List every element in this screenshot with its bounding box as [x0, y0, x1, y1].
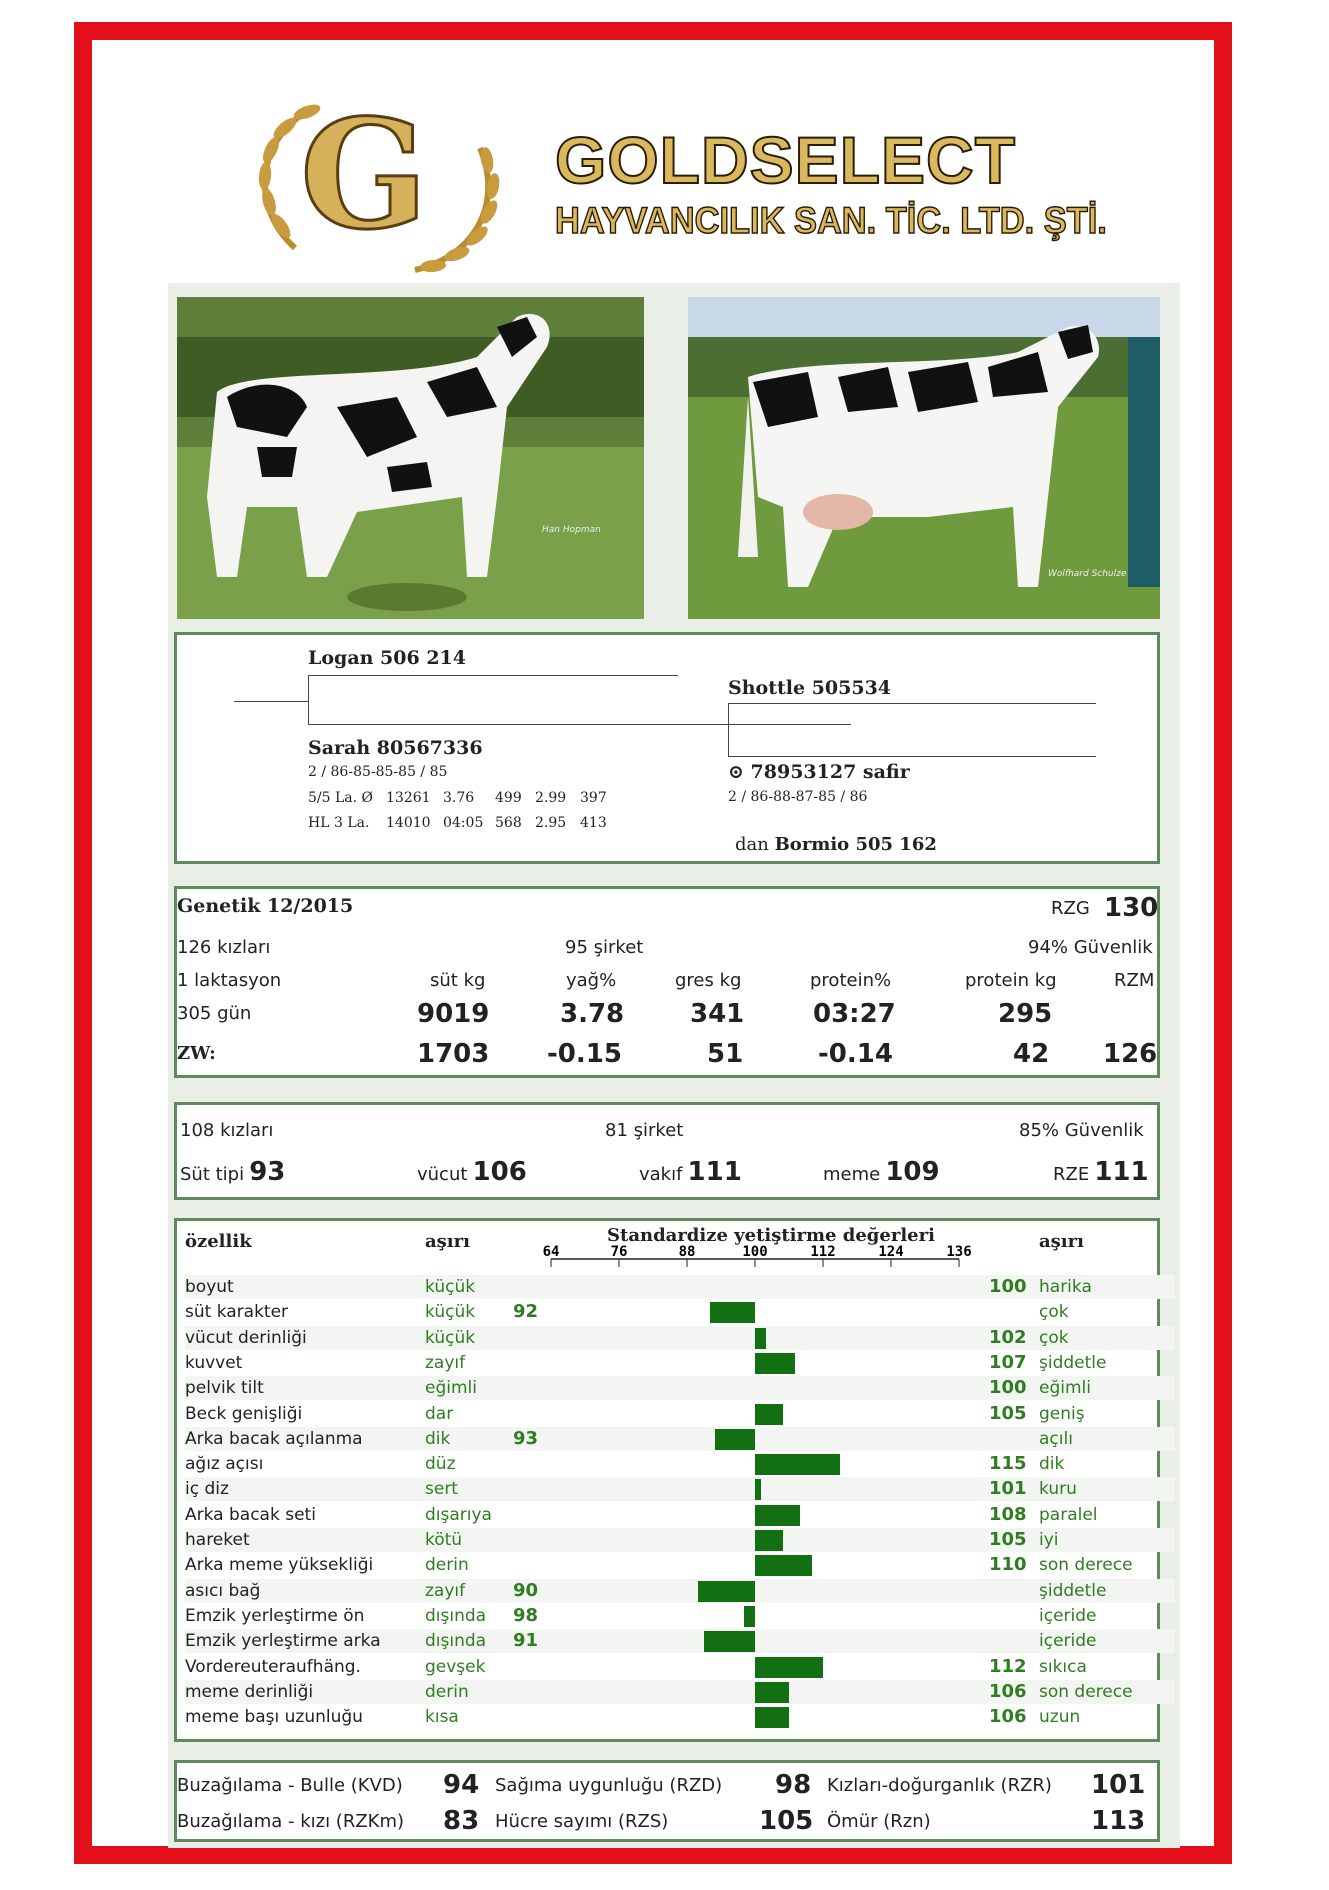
genetics-lactation: 1 laktasyon — [177, 970, 282, 991]
type-daughters: 108 kızları — [180, 1120, 274, 1141]
functional-rzn-label: Ömür (Rzn) — [827, 1811, 931, 1832]
axis-tick-label: 124 — [878, 1244, 904, 1260]
trait-name: ağız açısı — [185, 1454, 264, 1475]
trait-high-label: çok — [1039, 1302, 1069, 1323]
trait-bar — [755, 1353, 795, 1374]
trait-high-label: çok — [1039, 1327, 1069, 1348]
trait-name: kuvvet — [185, 1352, 243, 1373]
value-milk-kg: 9019 — [417, 999, 490, 1029]
trait-value: 102 — [989, 1326, 1027, 1348]
trait-name: Beck genişliği — [185, 1403, 303, 1424]
zw-fat-kg: 51 — [707, 1039, 744, 1069]
axis-tick-label: 100 — [742, 1244, 768, 1260]
linear-col-low: aşırı — [425, 1231, 470, 1252]
genetics-reliability: 94% Güvenlik — [1028, 937, 1153, 958]
trait-value: 91 — [513, 1630, 539, 1652]
trait-value: 105 — [989, 1529, 1027, 1550]
linear-box — [174, 1218, 1160, 1742]
trait-low-label: zayıf — [425, 1352, 466, 1373]
photo-credit-right: Wolfhard Schulze — [1048, 569, 1127, 579]
row-305-label: 305 gün — [177, 1003, 252, 1024]
trait-name: Emzik yerleştirme arka — [185, 1631, 381, 1652]
trait-low-label: derin — [425, 1555, 469, 1576]
header-protein-pct: protein% — [810, 970, 892, 991]
trait-low-label: dar — [425, 1403, 454, 1424]
linear-row — [185, 1528, 1175, 1552]
dam-score: 2 / 86-85-85-85 / 85 — [308, 764, 448, 780]
linear-row — [185, 1680, 1175, 1704]
trait-value: 92 — [513, 1301, 539, 1323]
trait-value: 112 — [989, 1655, 1027, 1677]
functional-rzkm-value: 83 — [443, 1806, 480, 1836]
trait-name: süt karakter — [185, 1302, 289, 1323]
trait-bar — [755, 1657, 823, 1678]
linear-row — [185, 1477, 1175, 1501]
pedigree-line — [308, 675, 309, 725]
trait-high-label: iyi — [1039, 1530, 1059, 1550]
trait-value: 90 — [513, 1579, 539, 1601]
header-rzm: RZM — [1114, 970, 1155, 991]
trait-bar — [755, 1707, 789, 1728]
trait-value: 105 — [989, 1402, 1027, 1424]
trait-name: Arka bacak seti — [185, 1504, 316, 1525]
granddam-name: ⊙ 78953127 safir — [728, 761, 910, 783]
axis-tick-label: 136 — [946, 1244, 972, 1260]
trait-bar — [715, 1429, 755, 1450]
functional-rzn-value: 113 — [1091, 1806, 1146, 1836]
trait-low-label: sert — [425, 1479, 458, 1500]
granddam-score: 2 / 86-88-87-85 / 86 — [728, 789, 868, 805]
rzg-label: RZG — [1051, 898, 1090, 919]
photo-credit-left: Han Hopman — [542, 525, 601, 535]
genetics-herds: 95 şirket — [565, 937, 644, 958]
trait-low-label: dışında — [425, 1605, 487, 1626]
trait-value: 93 — [513, 1427, 539, 1449]
trait-name: meme derinliği — [185, 1681, 314, 1702]
logo-brand-name: GOLDSELECT — [555, 123, 1017, 197]
pedigree-line — [234, 701, 309, 702]
trait-high-label: paralel — [1039, 1504, 1098, 1525]
functional-rzd-label: Sağıma uygunluğu (RZD) — [495, 1775, 723, 1796]
cow-photo-left — [177, 297, 644, 619]
trait-low-label: dik — [425, 1428, 451, 1449]
linear-row — [185, 1553, 1175, 1577]
trait-low-label: küçük — [425, 1327, 476, 1348]
type-reliability: 85% Güvenlik — [1019, 1120, 1144, 1141]
trait-value: 110 — [989, 1554, 1027, 1576]
trait-name: boyut — [185, 1277, 234, 1297]
pedigree-line — [728, 756, 1096, 757]
trait-name: asıcı bağ — [185, 1580, 261, 1601]
trait-name: iç diz — [185, 1479, 229, 1500]
linear-row — [185, 1503, 1175, 1527]
trait-low-label: kısa — [425, 1707, 459, 1728]
dam-lactation-row: 5/5 La. Ø 13261 3.76 499 2.99 397 — [308, 790, 607, 806]
trait-low-label: derin — [425, 1681, 469, 1702]
trait-high-label: son derece — [1039, 1681, 1133, 1702]
functional-rzr-value: 101 — [1091, 1770, 1146, 1800]
trait-name: Emzik yerleştirme ön — [185, 1605, 365, 1626]
functional-rzr-label: Kızları-doğurganlık (RZR) — [827, 1775, 1052, 1796]
trait-value: 106 — [989, 1706, 1027, 1728]
pedigree-line — [308, 724, 851, 725]
trait-bar — [755, 1479, 761, 1500]
grandsire-name: Shottle 505534 — [728, 677, 892, 699]
linear-col-trait: özellik — [185, 1231, 252, 1252]
trait-low-label: küçük — [425, 1277, 476, 1297]
header-milk-kg: süt kg — [430, 970, 486, 991]
trait-value: 108 — [989, 1503, 1027, 1525]
linear-scale-title: Standardize yetiştirme değerleri — [607, 1225, 935, 1246]
trait-high-label: harika — [1039, 1277, 1092, 1297]
zw-fat-pct: -0.15 — [547, 1039, 622, 1069]
trait-high-label: şiddetle — [1039, 1352, 1107, 1373]
value-fat-kg: 341 — [690, 999, 745, 1029]
trait-low-label: düz — [425, 1454, 456, 1475]
genetics-title: Genetik 12/2015 — [177, 895, 354, 917]
axis-tick-label: 112 — [810, 1244, 836, 1260]
linear-row — [185, 1326, 1175, 1350]
type-box — [174, 1102, 1160, 1200]
trait-value: 115 — [989, 1453, 1027, 1475]
genetics-daughters: 126 kızları — [177, 937, 271, 958]
trait-high-label: son derece — [1039, 1555, 1133, 1576]
trait-name: Arka bacak açılanma — [185, 1428, 363, 1449]
pedigree-box — [174, 632, 1160, 864]
trait-high-label: açılı — [1039, 1428, 1073, 1449]
sire-name: Logan 506 214 — [308, 647, 466, 669]
trait-name: vücut derinliği — [185, 1327, 307, 1348]
axis-tick-label: 88 — [678, 1244, 696, 1260]
trait-value: 107 — [989, 1351, 1027, 1373]
trait-name: hareket — [185, 1530, 250, 1550]
linear-row — [185, 1300, 1175, 1324]
linear-row — [185, 1579, 1175, 1603]
trait-low-label: zayıf — [425, 1580, 466, 1601]
trait-value: 100 — [989, 1276, 1027, 1297]
linear-row — [185, 1655, 1175, 1679]
trait-low-label: eğimli — [425, 1378, 477, 1399]
linear-row — [185, 1452, 1175, 1476]
trait-bar — [744, 1606, 755, 1627]
value-fat-pct: 3.78 — [560, 999, 625, 1029]
trait-bar — [755, 1404, 783, 1425]
functional-kvd-label: Buzağılama - Bulle (KVD) — [177, 1775, 403, 1796]
functional-kvd-value: 94 — [443, 1770, 480, 1800]
functional-rzkm-label: Buzağılama - kızı (RZKm) — [177, 1811, 405, 1832]
trait-low-label: küçük — [425, 1302, 476, 1323]
logo-monogram: G — [300, 87, 429, 263]
header-protein-kg: protein kg — [965, 970, 1057, 991]
type-dairy: Süt tipi 93 — [180, 1157, 286, 1187]
pedigree-line — [728, 703, 729, 757]
trait-high-label: kuru — [1039, 1479, 1077, 1500]
linear-row — [185, 1402, 1175, 1426]
pedigree-line — [308, 675, 678, 676]
linear-col-high: aşırı — [1039, 1231, 1084, 1252]
linear-row — [185, 1705, 1175, 1729]
trait-value: 100 — [989, 1377, 1027, 1399]
trait-value: 101 — [989, 1478, 1027, 1500]
trait-bar — [755, 1328, 766, 1349]
trait-high-label: geniş — [1039, 1403, 1085, 1424]
trait-high-label: içeride — [1039, 1605, 1097, 1626]
trait-high-label: içeride — [1039, 1631, 1097, 1652]
trait-bar — [755, 1530, 783, 1551]
linear-row — [185, 1351, 1175, 1375]
trait-high-label: sıkıca — [1039, 1656, 1087, 1677]
genetics-box — [174, 886, 1160, 1078]
zw-rzm: 126 — [1103, 1039, 1158, 1069]
trait-bar — [755, 1505, 800, 1526]
functional-rzs-value: 105 — [759, 1806, 814, 1836]
functional-box — [174, 1760, 1160, 1842]
type-herds: 81 şirket — [605, 1120, 684, 1141]
trait-bar — [698, 1581, 755, 1602]
linear-row — [185, 1604, 1175, 1628]
type-foundation: vakıf 111 — [639, 1157, 742, 1187]
pedigree-line — [728, 703, 1096, 704]
granddam-sire: dan Bormio 505 162 — [735, 834, 937, 855]
trait-high-label: dik — [1039, 1454, 1065, 1475]
linear-row — [185, 1629, 1175, 1653]
company-logo — [255, 87, 1107, 278]
trait-low-label: dışında — [425, 1631, 487, 1652]
value-protein-kg: 295 — [998, 999, 1053, 1029]
type-body: vücut 106 — [417, 1157, 527, 1187]
trait-name: meme başı uzunluğu — [185, 1707, 363, 1728]
functional-rzd-value: 98 — [775, 1770, 812, 1800]
logo-company-subtitle: HAYVANCILIK SAN. TİC. LTD. ŞTİ. — [555, 200, 1107, 241]
trait-value: 98 — [513, 1604, 539, 1626]
trait-bar — [755, 1682, 789, 1703]
trait-low-label: kötü — [425, 1530, 463, 1550]
trait-high-label: eğimli — [1039, 1378, 1091, 1399]
zw-milk-kg: 1703 — [417, 1039, 490, 1069]
header-fat-kg: gres kg — [675, 970, 742, 991]
dam-name: Sarah 80567336 — [308, 737, 483, 759]
type-udder: meme 109 — [823, 1157, 940, 1187]
trait-high-label: uzun — [1039, 1707, 1081, 1728]
linear-row — [185, 1376, 1175, 1400]
trait-name: Vordereuteraufhäng. — [185, 1656, 361, 1677]
rzg-value: 130 — [1104, 893, 1159, 923]
zw-protein-kg: 42 — [1013, 1039, 1050, 1069]
zw-protein-pct: -0.14 — [818, 1039, 893, 1069]
cow-photo-right — [688, 297, 1160, 619]
linear-row — [185, 1275, 1175, 1299]
linear-row — [185, 1427, 1175, 1451]
axis-tick-label: 64 — [542, 1244, 560, 1260]
dam-lactation-row: HL 3 La. 14010 04:05 568 2.95 413 — [308, 815, 607, 831]
linear-scale-axis — [177, 1221, 1157, 1281]
trait-bar — [710, 1302, 755, 1323]
type-rze: RZE 111 — [1053, 1157, 1149, 1187]
row-zw-label: ZW: — [177, 1043, 216, 1064]
header-fat-pct: yağ% — [566, 970, 617, 991]
trait-bar — [755, 1555, 812, 1576]
value-protein-pct: 03:27 — [813, 999, 896, 1029]
trait-low-label: gevşek — [425, 1656, 486, 1677]
trait-high-label: şiddetle — [1039, 1580, 1107, 1601]
functional-rzs-label: Hücre sayımı (RZS) — [495, 1811, 669, 1832]
trait-bar — [704, 1631, 755, 1652]
trait-low-label: dışarıya — [425, 1504, 492, 1525]
trait-value: 106 — [989, 1680, 1027, 1702]
trait-name: pelvik tilt — [185, 1378, 264, 1399]
axis-tick-label: 76 — [610, 1244, 628, 1260]
trait-bar — [755, 1454, 840, 1475]
trait-name: Arka meme yüksekliği — [185, 1555, 374, 1576]
